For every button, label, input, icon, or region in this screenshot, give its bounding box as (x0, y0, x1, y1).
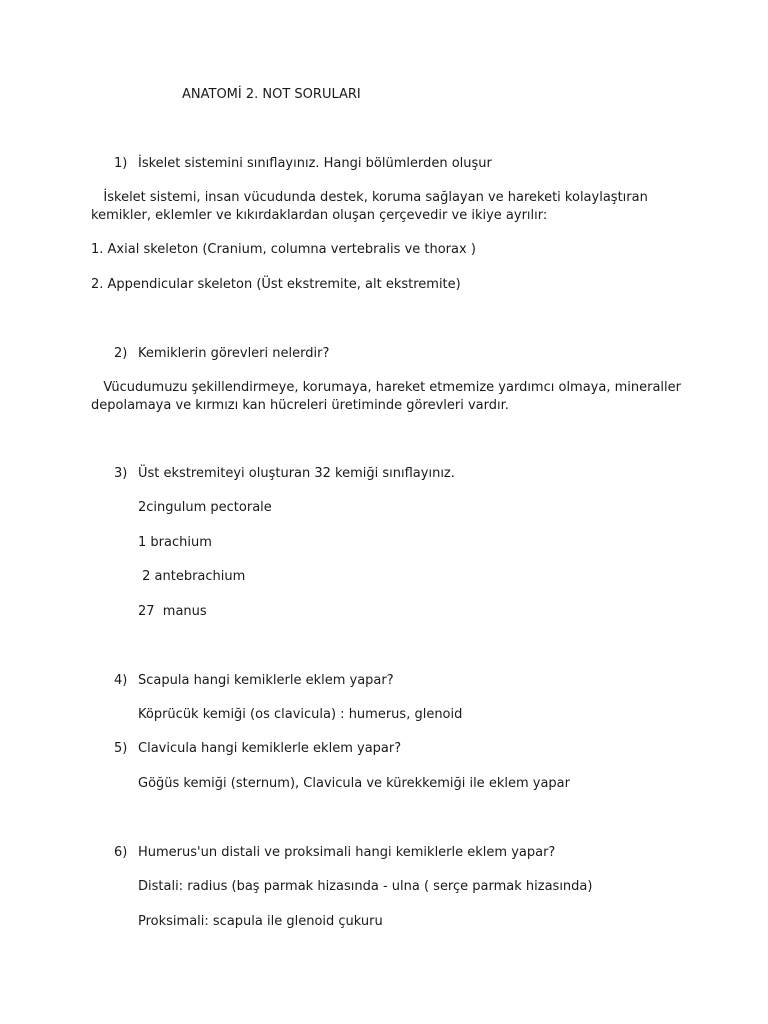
question-6-number: 6) (114, 845, 128, 860)
question-3-item-2: 1 brachium (138, 535, 212, 550)
question-2-text: Kemiklerin görevleri nelerdir? (138, 346, 330, 361)
question-3-text: Üst ekstremiteyi oluşturan 32 kemiği sınıflayınız. (138, 466, 455, 481)
document-title: ANATOMİ 2. NOT SORULARI (182, 87, 361, 102)
question-5-answer: Göğüs kemiği (sternum), Clavicula ve kürekkemiği ile eklem yapar (138, 776, 570, 791)
question-6-item-1: Distali: radius (baş parmak hizasında - ulna ( serçe parmak hizasında) (138, 879, 593, 894)
question-2-answer-line-1: Vücudumuzu şekillendirmeye, korumaya, hareket etmemize yardımcı olmaya, mineraller (91, 380, 681, 395)
question-6-text: Humerus'un distali ve proksimali hangi kemiklerle eklem yapar? (138, 845, 556, 860)
question-1-item-1: 1. Axial skeleton (Cranium, columna vertebralis ve thorax ) (91, 242, 476, 257)
question-3-item-4: 27 manus (138, 604, 207, 619)
question-3-item-3: 2 antebrachium (138, 569, 246, 584)
question-4-answer: Köprücük kemiği (os clavicula) : humerus, glenoid (138, 707, 463, 722)
question-6-item-2: Proksimali: scapula ile glenoid çukuru (138, 914, 383, 929)
question-1-answer-line-1: İskelet sistemi, insan vücudunda destek, koruma sağlayan ve hareketi kolaylaştıran (91, 190, 648, 205)
question-4-number: 4) (114, 673, 128, 688)
question-2-number: 2) (114, 346, 128, 361)
question-1-answer-line-2: kemikler, eklemler ve kıkırdaklardan oluşan çerçevedir ve ikiye ayrılır: (91, 208, 548, 223)
question-3-number: 3) (114, 466, 128, 481)
question-4-text: Scapula hangi kemiklerle eklem yapar? (138, 673, 394, 688)
question-3-item-1: 2cingulum pectorale (138, 500, 272, 515)
question-1-number: 1) (114, 156, 128, 171)
question-1-item-2: 2. Appendicular skeleton (Üst ekstremite, alt ekstremite) (91, 277, 461, 292)
question-5-text: Clavicula hangi kemiklerle eklem yapar? (138, 741, 402, 756)
question-2-answer-line-2: depolamaya ve kırmızı kan hücreleri üretiminde görevleri vardır. (91, 398, 509, 413)
question-1-text: İskelet sistemini sınıflayınız. Hangi bölümlerden oluşur (138, 156, 492, 171)
question-5-number: 5) (114, 741, 128, 756)
